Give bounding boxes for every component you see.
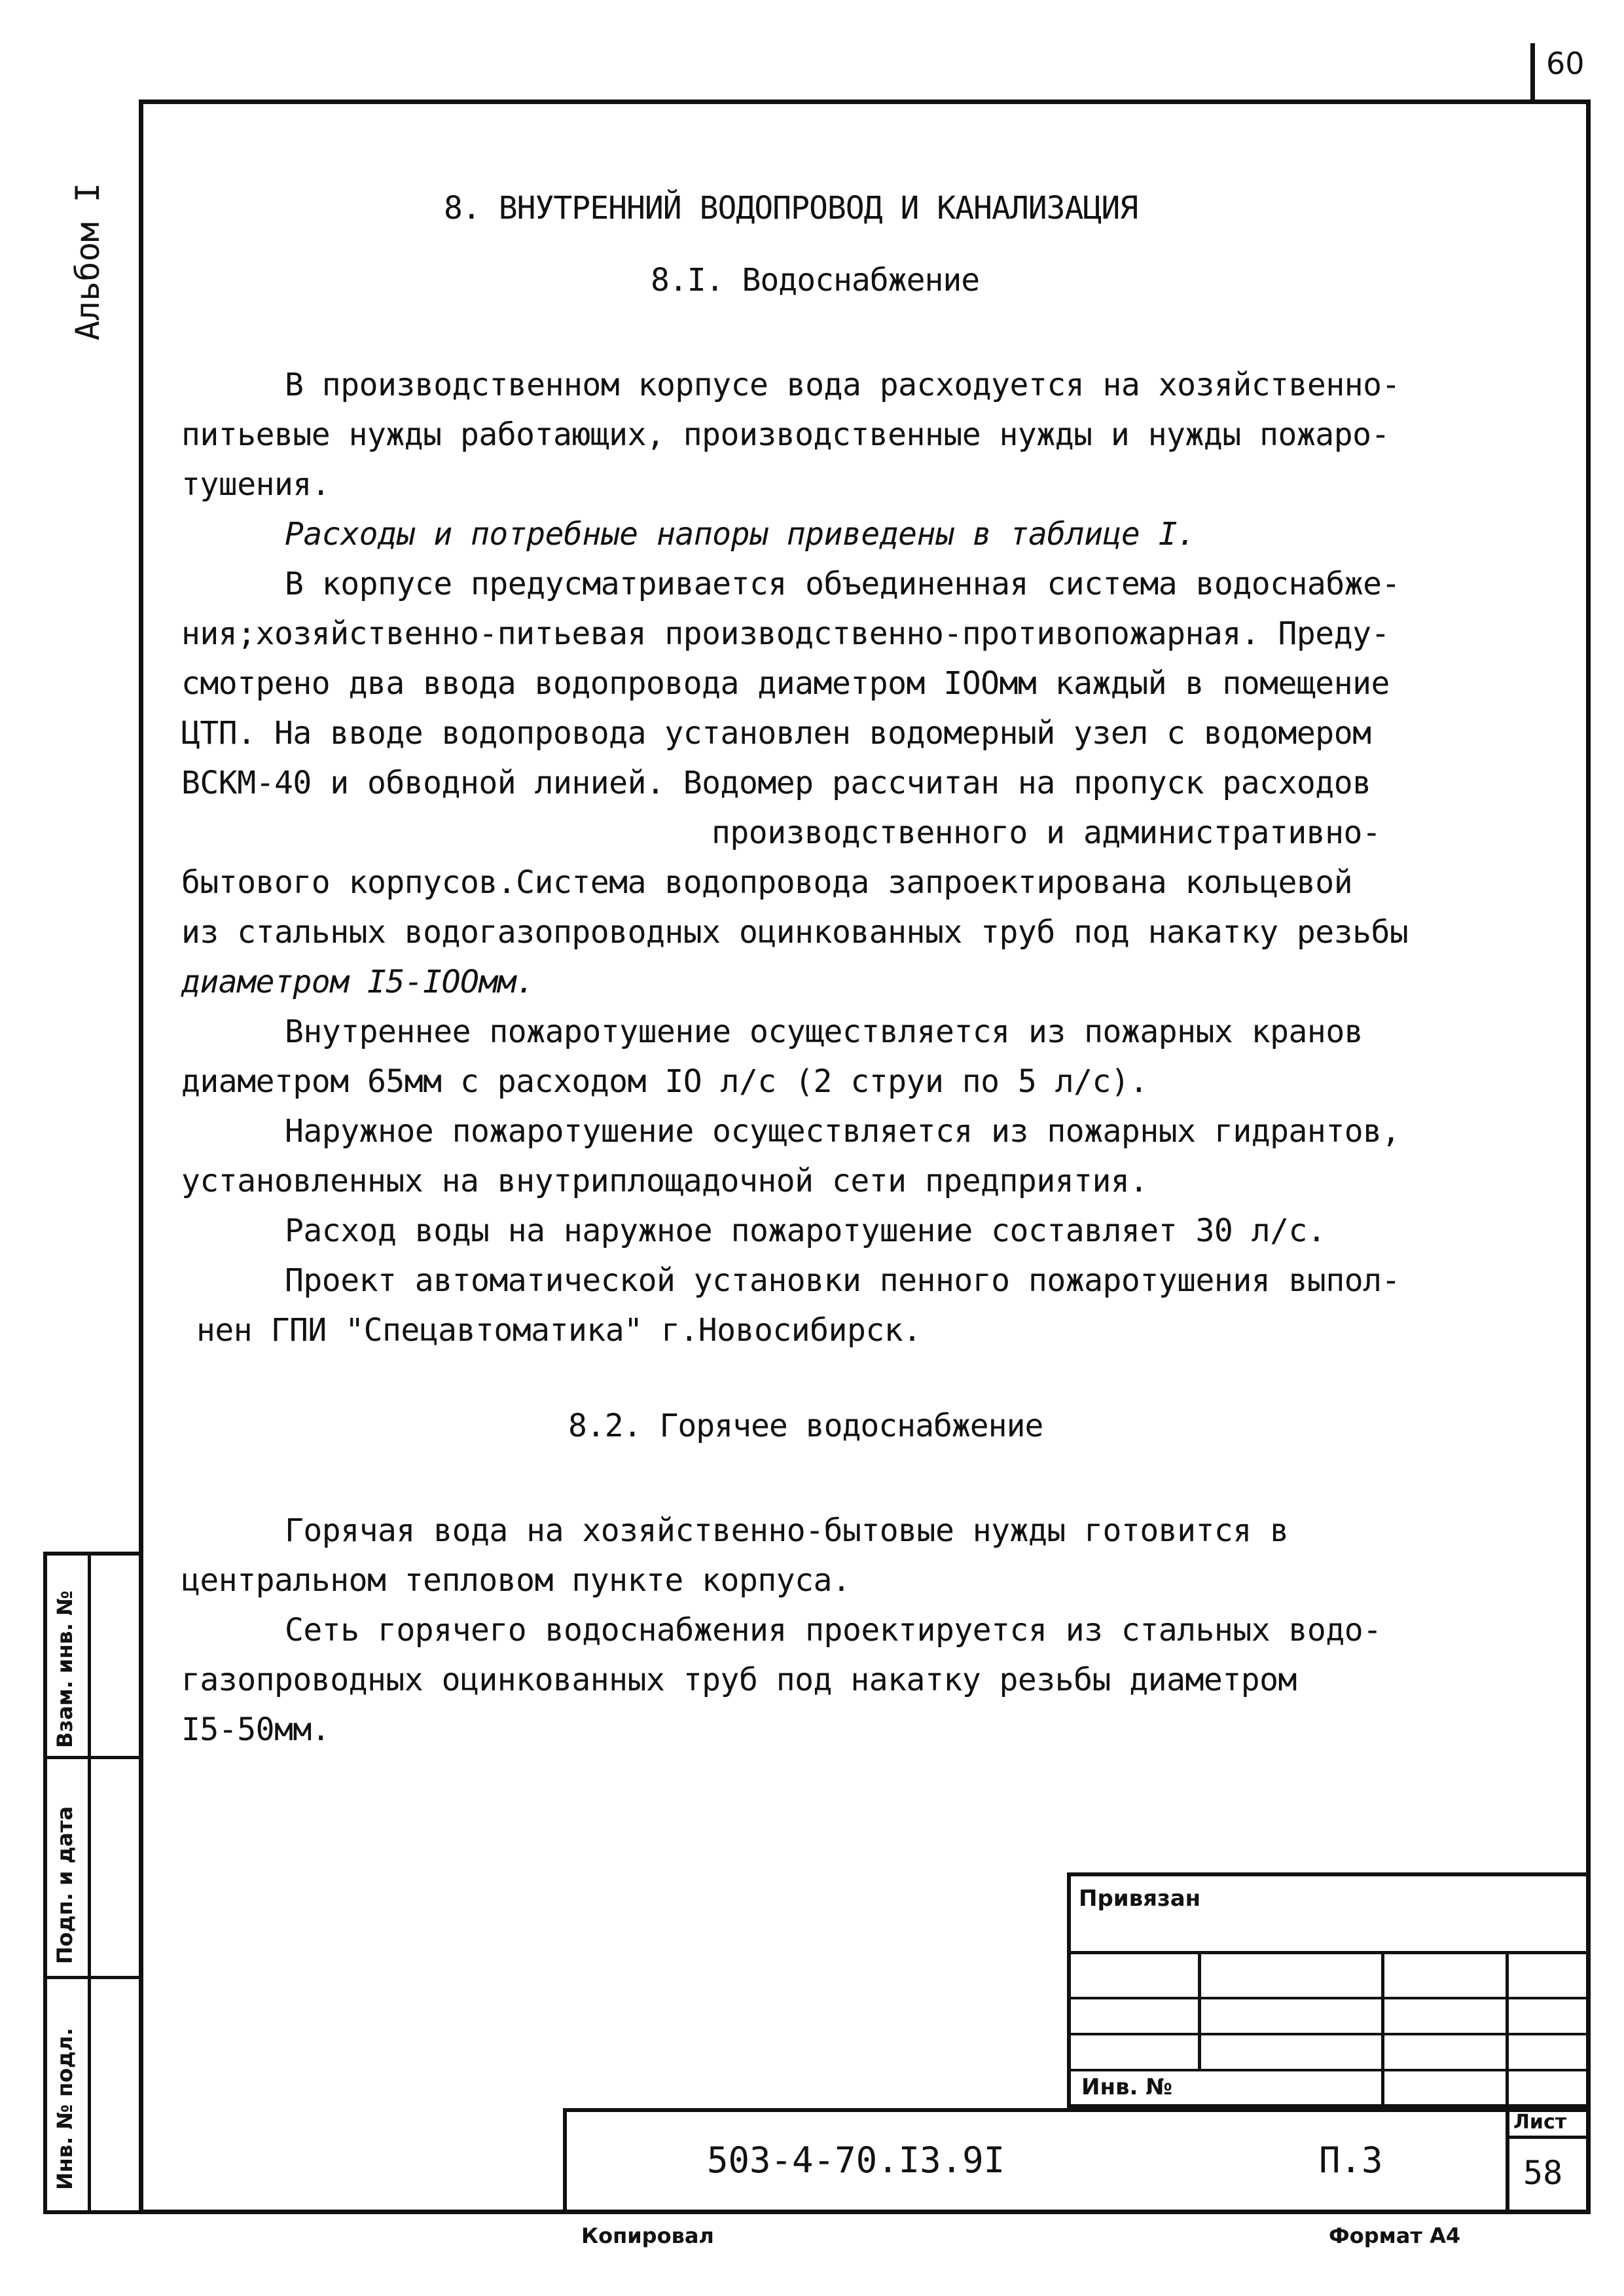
stamp-vzam-inv: Взам. инв. № <box>52 1590 77 1748</box>
text-line: ЦТП. На вводе водопровода установлен водомерный узел с водомером <box>181 715 1371 752</box>
text-line: производственного и административно- <box>712 814 1381 851</box>
text-line: Расходы и потребные напоры приведены в таблице I. <box>285 516 1196 553</box>
text-line: из стальных водогазопроводных оцинкованных труб под накатку резьбы <box>181 914 1409 951</box>
text-line: В корпусе предусматривается объединенная система водоснабже- <box>285 566 1400 602</box>
stamp-podp-date: Подп. и дата <box>52 1806 77 1964</box>
text-line: смотрено два ввода водопровода диаметром IOOмм каждый в помещение <box>181 665 1390 702</box>
document-part: П.3 <box>1319 2140 1383 2181</box>
document-code: 503-4-70.I3.9I <box>707 2140 1005 2181</box>
section-title: 8. ВНУТРЕННИЙ ВОДОПРОВОД И КАНАЛИЗАЦИЯ <box>444 190 1138 227</box>
text-line: диаметром 65мм с расходом IO л/с (2 струи по 5 л/с). <box>181 1063 1148 1100</box>
text-line: центральном тепловом пункте корпуса. <box>181 1562 851 1599</box>
stamp-inv-podl: Инв. № подл. <box>52 2028 77 2190</box>
sheet-number: 58 <box>1523 2154 1563 2192</box>
album-label: Альбом I <box>69 183 107 340</box>
text-line: питьевые нужды работающих, производственные нужды и нужды пожаро- <box>181 416 1390 453</box>
text-line: бытового корпусов.Система водопровода запроектирована кольцевой <box>181 864 1353 901</box>
page-number: 60 <box>1546 46 1585 81</box>
text-line: I5-50мм. <box>181 1711 331 1748</box>
text-line: диаметром I5-IOOмм. <box>181 964 535 1000</box>
footer-copied: Копировал <box>581 2223 714 2248</box>
text-line: Наружное пожаротушение осуществляется из пожарных гидрантов, <box>285 1113 1400 1150</box>
text-line: В производственном корпусе вода расходуется на хозяйственно- <box>285 367 1400 403</box>
footer-format: Формат А4 <box>1329 2223 1461 2248</box>
text-line: газопроводных оцинкованных труб под накатку резьбы диаметром <box>181 1662 1297 1698</box>
text-line: Расход воды на наружное пожаротушение составляет 30 л/с. <box>285 1212 1326 1249</box>
privyazan-label: Привязан <box>1079 1886 1201 1912</box>
text-line: Горячая вода на хозяйственно-бытовые нужды готовится в <box>285 1512 1289 1549</box>
text-line: ВСКМ-40 и обводной линией. Водомер рассчитан на пропуск расходов <box>181 765 1371 801</box>
inv-no-label: Инв. № <box>1081 2074 1173 2100</box>
sheet-label: Лист <box>1513 2111 1567 2134</box>
text-line: установленных на внутриплощадочной сети предприятия. <box>181 1163 1148 1199</box>
text-line: Проект автоматической установки пенного пожаротушения выпол- <box>285 1262 1400 1299</box>
text-line: Внутреннее пожаротушение осуществляется из пожарных кранов <box>285 1013 1363 1050</box>
text-line: ния;хозяйственно-питьевая производственно-противопожарная. Преду- <box>181 615 1390 652</box>
text-line: тушения. <box>181 466 331 503</box>
text-line: Сеть горячего водоснабжения проектируется из стальных водо- <box>285 1612 1382 1649</box>
text-line: нен ГПИ "Спецавтоматика" г.Новосибирск. <box>196 1312 922 1349</box>
subsection-title-hot-water: 8.2. Горячее водоснабжение <box>568 1408 1043 1444</box>
subsection-title-water-supply: 8.I. Водоснабжение <box>651 262 980 299</box>
